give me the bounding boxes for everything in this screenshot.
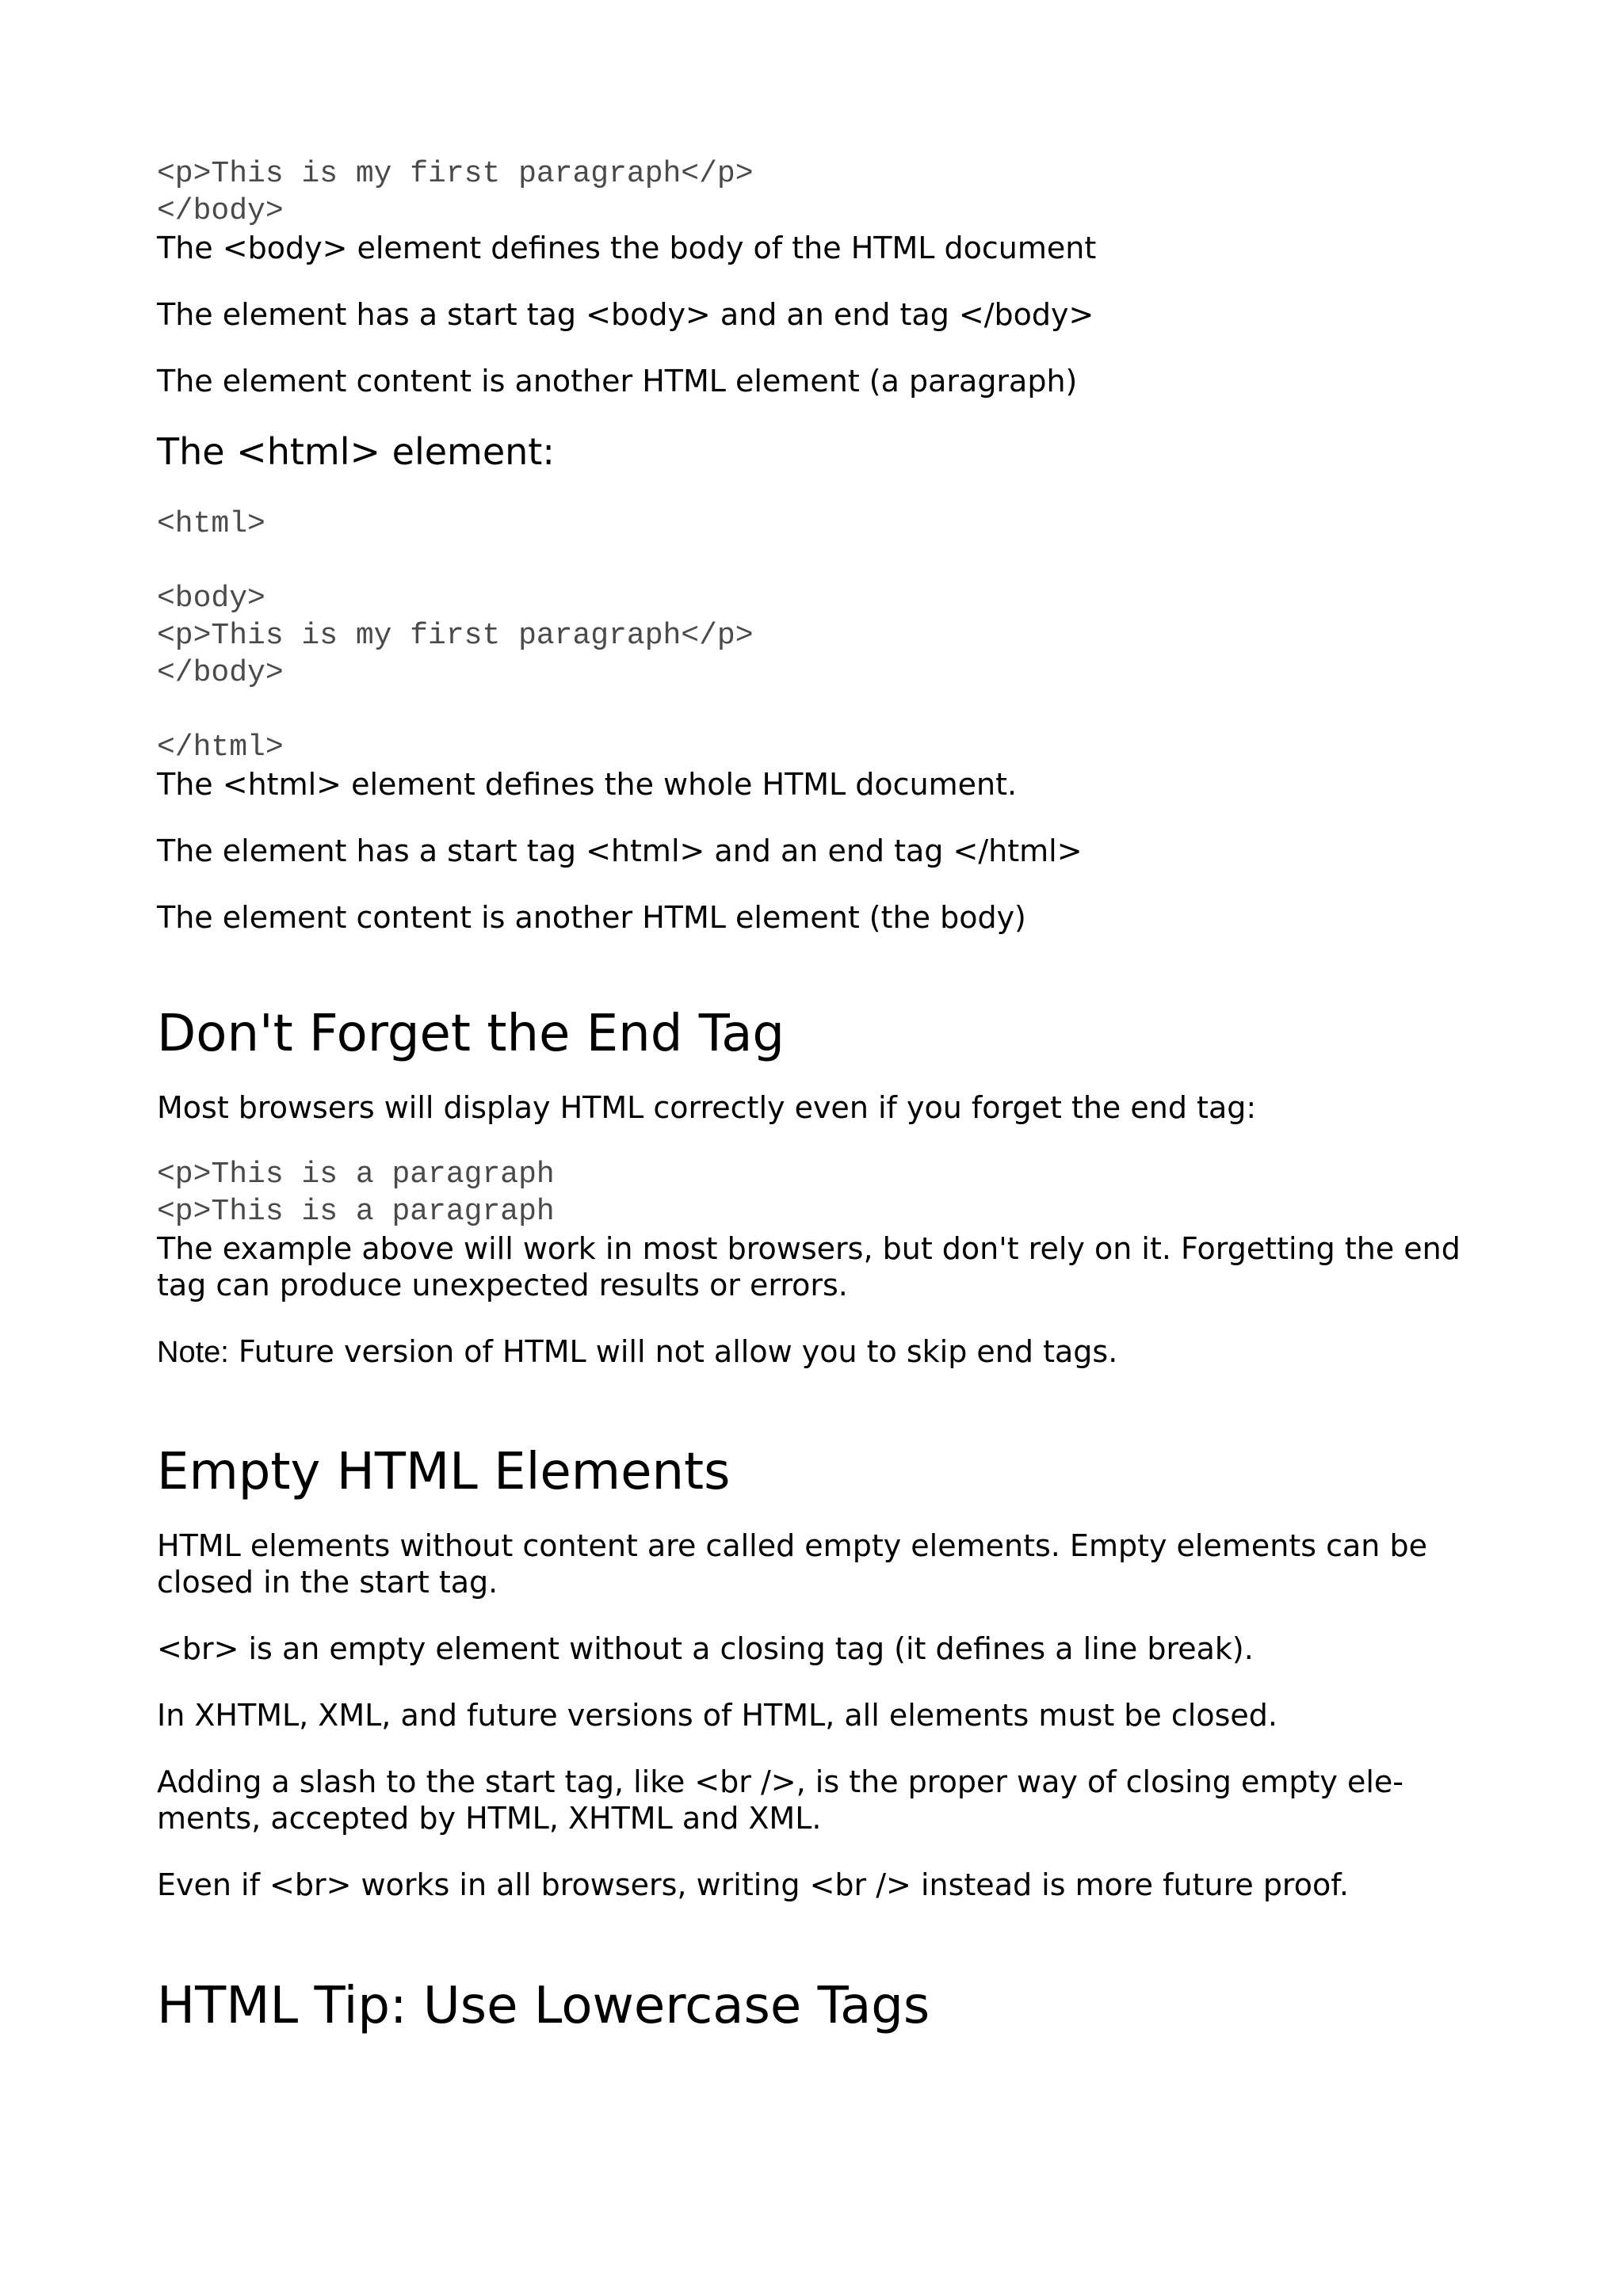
end-tag-intro: Most browsers will display HTML correctly even if you forget the end tag: [157, 1090, 1257, 1125]
code-block-html [157, 505, 1488, 766]
section-heading-lowercase: HTML Tip: Use Lowercase Tags [157, 1977, 930, 2035]
code-block-body [157, 155, 1488, 230]
body-para-1: The <body> element defines the body of the HTML document [157, 231, 1097, 265]
section-heading-empty: Empty HTML Elements [157, 1443, 731, 1501]
html-para-2: The element has a start tag <html> and an end tag </html> [157, 833, 1083, 868]
empty-para-3: In XHTML, XML, and future versions of HTML, all elements must be closed. [157, 1698, 1277, 1733]
empty-para-4: Adding a slash to the start tag, like <br />, is the proper way of closing empty ele-ments, accepted by HTML, XHTML and XML. [157, 1764, 1404, 1836]
code-line: </body> [157, 656, 284, 690]
html-para-1: The <html> element defines the whole HTML document. [157, 767, 1018, 802]
code-line: <p>This is a paragraph [157, 1158, 555, 1192]
html-element-heading: The <html> element: [157, 430, 555, 473]
code-line: </body> [157, 194, 284, 228]
code-line [157, 692, 1488, 729]
note-label: Note: [157, 1336, 229, 1369]
empty-para-2: <br> is an empty element without a closing tag (it defines a line break). [157, 1631, 1254, 1666]
code-line: </html> [157, 730, 284, 765]
note-text: Future version of HTML will not allow you to skip end tags. [228, 1334, 1118, 1369]
section-heading-end-tag: Don't Forget the End Tag [157, 1005, 785, 1063]
html-para-3: The element content is another HTML element (the body) [157, 900, 1026, 935]
code-line: <body> [157, 582, 265, 616]
code-line [157, 543, 1488, 580]
code-line: <html> [157, 507, 265, 541]
code-line: <p>This is my first paragraph</p> [157, 157, 754, 191]
end-tag-note [157, 1333, 1488, 1371]
body-para-3: The element content is another HTML element (a paragraph) [157, 364, 1078, 399]
code-line: <p>This is my first paragraph</p> [157, 619, 754, 653]
document-page [157, 155, 1488, 2061]
code-line: <p>This is a paragraph [157, 1195, 555, 1229]
body-para-2: The element has a start tag <body> and an end tag </body> [157, 297, 1094, 332]
empty-para-5: Even if <br> works in all browsers, writing <br /> instead is more future proof. [157, 1867, 1349, 1902]
code-block-end-tag [157, 1156, 1488, 1230]
empty-para-1: HTML elements without content are called empty elements. Empty elements can be closed in the start tag. [157, 1528, 1427, 1600]
end-tag-explain: The example above will work in most browsers, but don't rely on it. Forgetting the end tag can produce unexpected results or errors. [157, 1231, 1461, 1302]
